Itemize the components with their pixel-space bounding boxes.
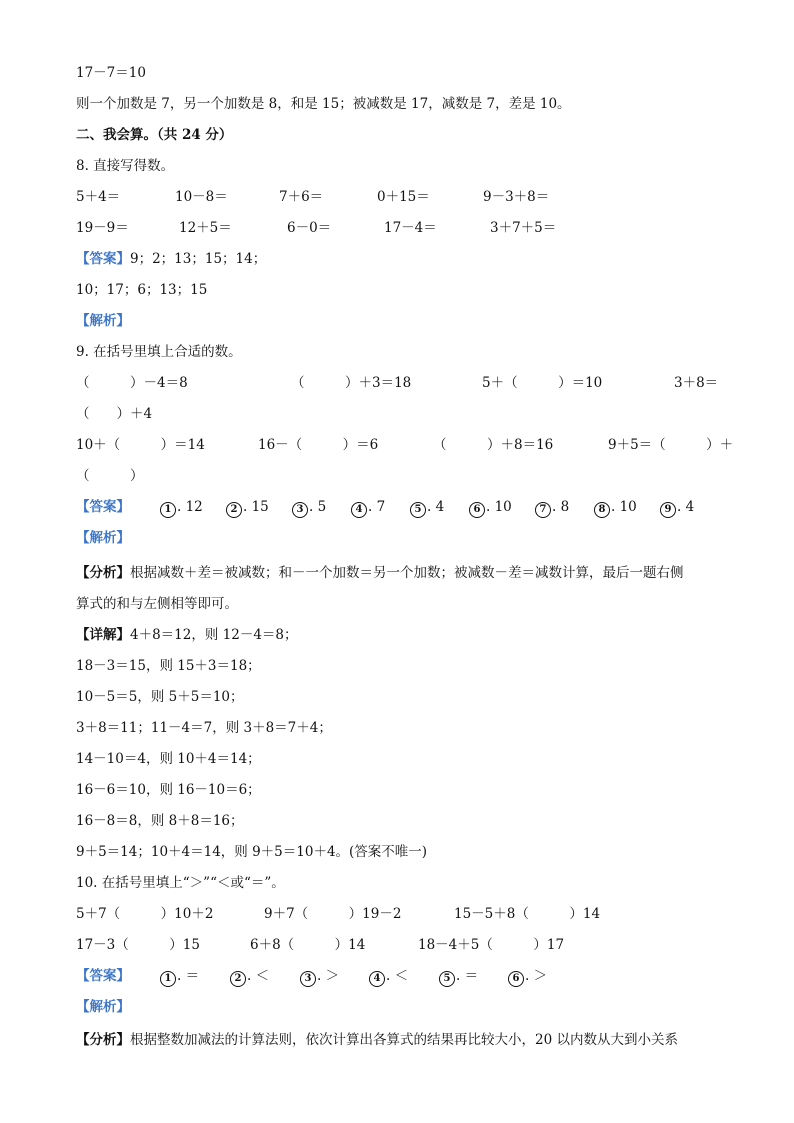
q9-detail-6: 16－6＝10，则 16－10＝6；: [76, 782, 261, 798]
q10-answer-6: 6 . ＞: [508, 967, 547, 987]
q9-fenxi-line-2: 算式的和与左侧相等即可。: [76, 596, 238, 612]
q9-answer-6: 6 . 10: [469, 498, 512, 518]
q9-answer-7: 7 . 8: [535, 498, 569, 518]
q8-answer-line-2: 10；17；6；13；15: [76, 282, 208, 298]
q9-analysis-tag: 【解析】: [76, 530, 130, 546]
q10-r2-c2: 6＋8（ ）14: [250, 937, 366, 953]
q8-r1-c2: 10－8＝: [175, 189, 228, 205]
q9-answer-2: 2 . 15: [226, 498, 269, 518]
q10-r2-c1: 17－3（ ）15: [76, 937, 200, 953]
q9-answer-4: 4 . 7: [351, 498, 385, 518]
q9-fenxi-line-1: [76, 564, 684, 582]
q9-r2b: （ ）: [76, 468, 144, 484]
q9-detail-2: 18－3＝15，则 15＋3＝18；: [76, 658, 261, 674]
q8-r1-c4: 0＋15＝: [377, 189, 430, 205]
q10-prompt: 10. 在括号里填上“＞”“＜或“＝”。: [76, 875, 285, 891]
answer-tag: 【答案】: [76, 251, 130, 267]
q8-r2-c5: 3＋7＋5＝: [490, 220, 557, 236]
q10-analysis-tag: 【解析】: [76, 999, 130, 1015]
q10-answer-4: 4 . ＜: [369, 967, 408, 987]
q9-answer-tag: 【答案】: [76, 499, 130, 515]
fenxi-tag: 【分析】: [76, 1032, 130, 1048]
top-line-1: 17－7＝10: [76, 65, 146, 81]
q8-answer-text-1: 9；2；13；15；14；: [130, 251, 267, 267]
q8-prompt: 8. 直接写得数。: [76, 158, 175, 174]
q9-answer-3: 3 . 5: [292, 498, 326, 518]
q9-detail-7: 16－8＝8，则 8＋8＝16；: [76, 813, 244, 829]
q8-answer-line-1: [76, 250, 266, 268]
q9-r1-c1: （ ）－4＝8: [76, 375, 188, 391]
q9-detail-text-1: 4＋8＝12，则 12－4＝8；: [130, 627, 298, 643]
q10-r2-c3: 18－4＋5（ ）17: [418, 937, 565, 953]
q8-r2-c4: 17－4＝: [384, 220, 437, 236]
q9-detail-8: 9＋5＝14；10＋4＝14，则 9＋5＝10＋4。(答案不唯一): [76, 844, 428, 860]
q10-r1-c2: 9＋7（ ）19－2: [264, 906, 402, 922]
section-title: 二、我会算。（共 24 分）: [76, 127, 233, 143]
q8-analysis-tag: 【解析】: [76, 313, 130, 329]
q8-r2-c3: 6－0＝: [287, 220, 332, 236]
q9-answer-8: 8 . 10: [594, 498, 637, 518]
q9-r2-c3: （ ）＋8＝16: [433, 437, 554, 453]
q10-r1-c1: 5＋7（ ）10＋2: [76, 906, 214, 922]
q9-r2-c1: 10＋（ ）＝14: [76, 437, 205, 453]
q9-detail-5: 14－10＝4，则 10＋4＝14；: [76, 751, 261, 767]
q9-r1-c3: 5＋（ ）＝10: [482, 375, 603, 391]
q9-fenxi-text: 根据减数＋差＝被减数；和－一个加数＝另一个加数；被减数－差＝减数计算，最后一题右侧: [130, 565, 684, 581]
q9-r1-c4: 3＋8＝: [674, 375, 719, 391]
fenxi-tag: 【分析】: [76, 565, 130, 581]
q8-r1-c3: 7＋6＝: [279, 189, 324, 205]
q8-r2-c1: 19－9＝: [76, 220, 129, 236]
q10-answer-5: 5 . ＝: [439, 967, 478, 987]
q9-answer-1: 1 . 12: [160, 498, 203, 518]
q9-r1b: （ ）＋4: [76, 406, 153, 422]
q9-r1-c2: （ ）＋3＝18: [291, 375, 412, 391]
q10-answer-tag: 【答案】: [76, 968, 130, 984]
q9-detail-1: [76, 626, 298, 644]
q9-answer-9: 9 . 4: [660, 498, 694, 518]
q9-detail-4: 3＋8＝11；11－4＝7，则 3＋8＝7＋4；: [76, 720, 332, 736]
q10-answer-3: 3 . ＞: [300, 967, 339, 987]
top-line-2: 则一个加数是 7，另一个加数是 8，和是 15；被减数是 17，减数是 7，差是 10。: [76, 96, 571, 112]
q10-answer-1: 1 . ＝: [160, 967, 199, 987]
q9-detail-3: 10－5＝5，则 5＋5＝10；: [76, 689, 244, 705]
q10-fenxi-text: 根据整数加减法的计算法则，依次计算出各算式的结果再比较大小，20 以内数从大到小关系: [130, 1032, 678, 1048]
q10-answer-2: 2 . ＜: [230, 967, 269, 987]
xiangjie-tag: 【详解】: [76, 627, 130, 643]
q9-answer-5: 5 . 4: [410, 498, 444, 518]
q8-r2-c2: 12＋5＝: [179, 220, 232, 236]
q9-r2-c4: 9＋5＝（ ）＋: [608, 437, 734, 453]
q8-r1-c1: 5＋4＝: [76, 189, 121, 205]
q8-r1-c5: 9－3＋8＝: [483, 189, 550, 205]
q10-fenxi-line-1: [76, 1031, 678, 1049]
q9-r2-c2: 16－（ ）＝6: [258, 437, 379, 453]
q9-prompt: 9. 在括号里填上合适的数。: [76, 344, 242, 360]
q10-r1-c3: 15－5＋8（ ）14: [454, 906, 601, 922]
